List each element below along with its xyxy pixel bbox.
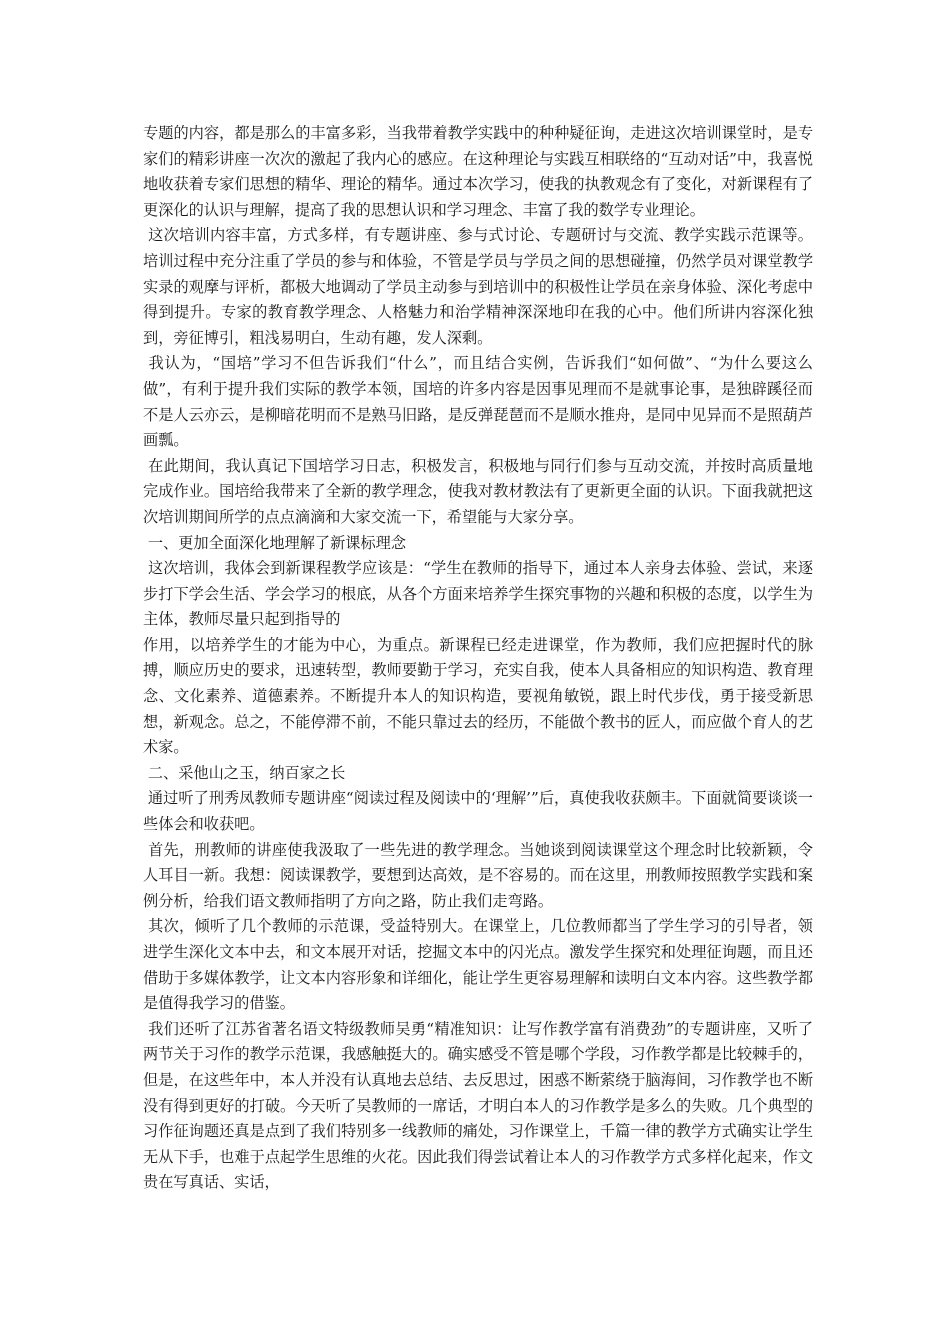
section-heading-1: 一、更加全面深化地理解了新课标理念: [143, 533, 407, 552]
paragraph-9: 其次，倾听了几个教师的示范课，受益特别大。在课堂上，几位教师都当了学生学习的引导者，领进学生深化文本中去，和文本展开对话，挖掘文本中的闪光点。激发学生探究和处理征询题，而且还借助于多媒体教学，让文本内容形象和详细化，能让学生更容易理解和读明白文本内容。这些教学都是值得我学习的借鉴。: [143, 917, 813, 1013]
paragraph-5: 这次培训，我体会到新课程教学应该是：“学生在教师的指导下，通过本人亲身去体验、尝试，来逐步打下学会生活、学会学习的根底，从各个方面来培养学生探究事物的兴趣和积极的态度，以学生为主体，教师尽量只起到指导的: [143, 559, 814, 629]
document-body: [143, 121, 813, 1196]
paragraph-3: 我认为，“国培”学习不但告诉我们“什么”，而且结合实例，告诉我们“如何做”、“为什么要这么做”，有利于提升我们实际的教学本领，国培的许多内容是因事见理而不是就事论事，是独辟蹊径而不是人云亦云，是柳暗花明而不是熟马旧路，是反弹琵琶而不是顺水推舟，是同中见异而不是照葫芦画瓢。: [143, 354, 813, 450]
paragraph-1: 专题的内容，都是那么的丰富多彩，当我带着教学实践中的种种疑征询，走进这次培训课堂时，是专家们的精彩讲座一次次的激起了我内心的感应。在这种理论与实践互相联络的“互动对话”中，我喜悦地收获着专家们思想的精华、理论的精华。通过本次学习，使我的执教观念有了变化，对新课程有了更深化的认识与理解，提高了我的思想认识和学习理念、丰富了我的数学专业理论。: [143, 124, 813, 219]
paragraph-4: 在此期间，我认真记下国培学习日志，积极发言，积极地与同行们参与互动交流，并按时高质量地完成作业。国培给我带来了全新的教学理念，使我对教材教法有了更新更全面的认识。下面我就把这次培训期间所学的点点滴滴和大家交流一下，希望能与大家分享。: [143, 456, 813, 526]
section-heading-2: 二、采他山之玉，纳百家之长: [143, 763, 346, 782]
paragraph-10: 我们还听了江苏省著名语文特级教师吴勇“精准知识：让写作教学富有消费劲”的专题讲座，又听了两节关于习作的教学示范课，我感触挺大的。确实感受不管是哪个学段，习作教学都是比较棘手的，但是，在这些年中，本人并没有认真地去总结、去反思过，困惑不断萦绕于脑海间，习作教学也不断没有得到更好的打破。今天听了吴教师的一席话，才明白本人的习作教学是多么的失败。几个典型的习作征询题还真是点到了我们特别多一线教师的痛处，习作课堂上，千篇一律的教学方式确实让学生无从下手，也难于点起学生思维的火花。因此我们得尝试着让本人的习作教学方式多样化起来，作文贵在写真话、实话，: [143, 1019, 814, 1192]
paragraph-7: 通过听了刑秀凤教师专题讲座“阅读过程及阅读中的‘理解’”后，真使我收获颇丰。下面就简要谈谈一些体会和收获吧。: [143, 789, 813, 834]
paragraph-8: 首先，刑教师的讲座使我汲取了一些先进的教学理念。当她谈到阅读课堂这个理念时比较新颖，令人耳目一新。我想：阅读课教学，要想到达高效，是不容易的。而在这里，刑教师按照教学实践和案例分析，给我们语文教师指明了方向之路，防止我们走弯路。: [143, 840, 813, 910]
paragraph-2: 这次培训内容丰富，方式多样，有专题讲座、参与式讨论、专题研讨与交流、教学实践示范课等。培训过程中充分注重了学员的参与和体验，不管是学员与学员之间的思想碰撞，仍然学员对课堂教学实录的观摩与评析，都极大地调动了学员主动参与到培训中的积极性让学员在亲身体验、深化考虑中得到提升。专家的教育教学理念、人格魅力和治学精神深深地印在我的心中。他们所讲内容深化独到，旁征博引，粗浅易明白，生动有趣，发人深剩。: [143, 226, 813, 347]
paragraph-6: 作用，以培养学生的才能为中心，为重点。新课程已经走进课堂，作为教师，我们应把握时代的脉搏，顺应历史的要求，迅速转型，教师要勤于学习，充实自我，使本人具备相应的知识构造、教育理念、文化素养、道德素养。不断提升本人的知识构造，要视角敏锐，跟上时代步伐，勇于接受新思想，新观念。总之，不能停滞不前，不能只靠过去的经历，不能做个教书的匠人，而应做个育人的艺术家。: [143, 635, 813, 757]
